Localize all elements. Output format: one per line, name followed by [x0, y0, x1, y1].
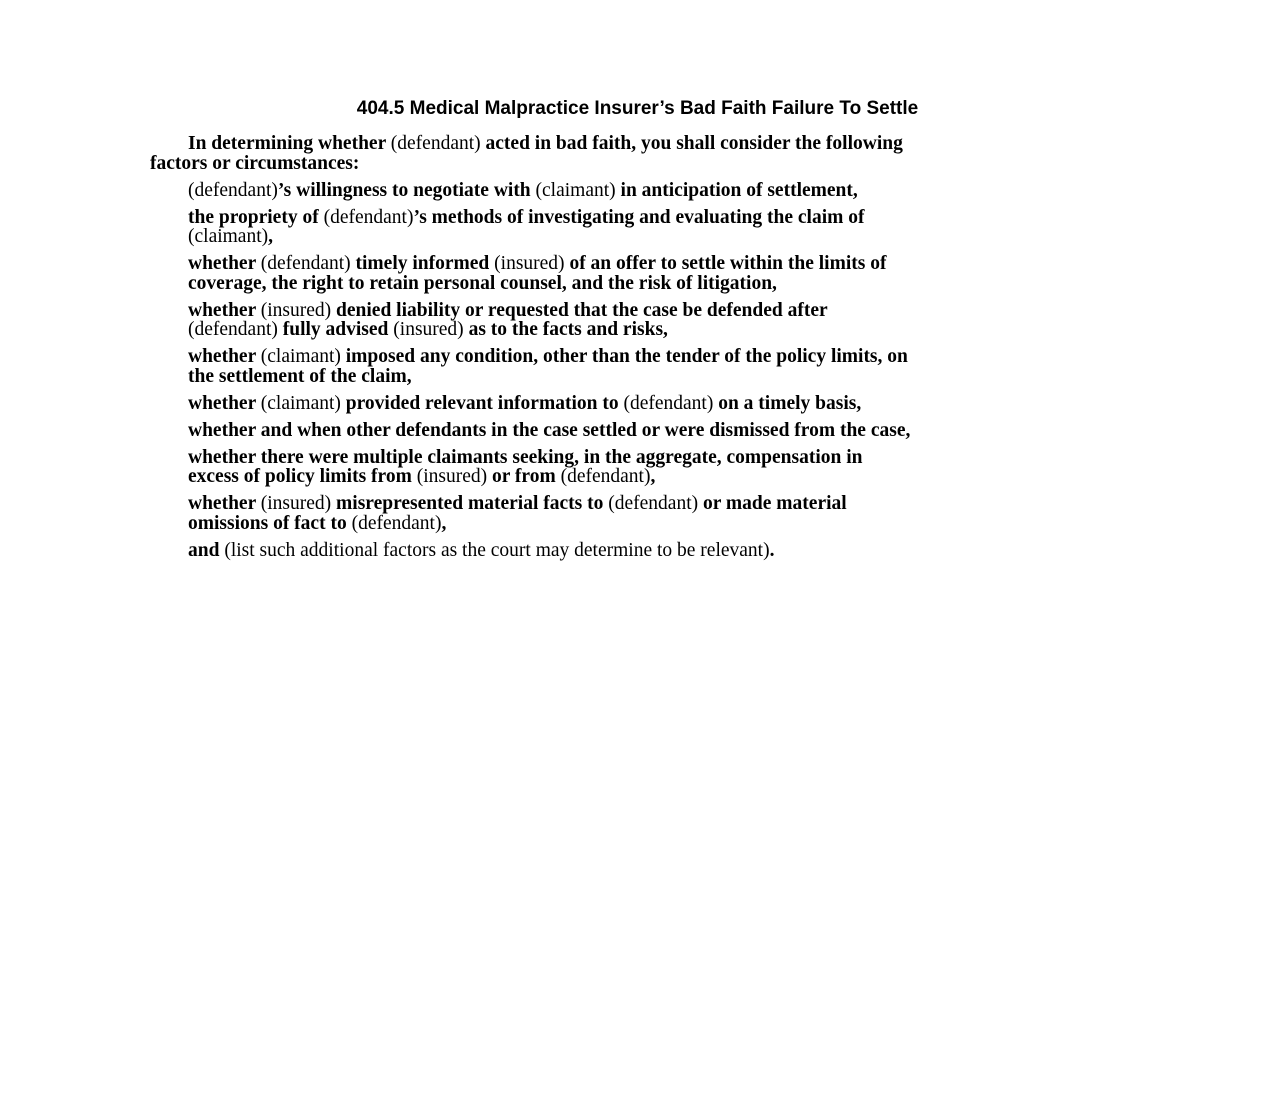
text-line	[188, 421, 1130, 441]
text-line	[188, 208, 1130, 228]
instruction-text: whether there were multiple claimants seeking, in the aggregate, compensation in	[188, 446, 863, 468]
instruction-text: ,	[650, 466, 656, 487]
placeholder-text: (insured)	[494, 253, 565, 274]
placeholder-text: (defendant)	[608, 493, 699, 514]
text-line	[188, 320, 1130, 340]
instruction-text: in anticipation of settlement,	[615, 179, 858, 201]
instruction-text: as to the facts and risks,	[463, 319, 668, 340]
factor-list-item	[188, 208, 1130, 247]
instruction-text: .	[769, 539, 775, 561]
instruction-text: ,	[441, 512, 447, 534]
instruction-text: whether and when other defendants in the case settled or were dismissed from the case,	[188, 419, 911, 441]
instruction-text: whether	[188, 253, 261, 274]
instruction-text: the propriety of	[188, 206, 324, 228]
text-line	[188, 494, 1130, 514]
placeholder-text: (defendant)	[390, 133, 481, 154]
text-line	[188, 347, 1130, 367]
text-line	[188, 227, 1130, 247]
instruction-text: whether	[188, 392, 261, 414]
instruction-text: or from	[487, 466, 561, 487]
placeholder-text: (list such additional factors as the court may determine to be relevant)	[224, 539, 770, 561]
placeholder-text: (defendant)	[188, 179, 278, 201]
placeholder-text: (defendant)	[623, 392, 714, 414]
instruction-text: or made material	[698, 493, 847, 514]
placeholder-text: (defendant)	[188, 319, 278, 340]
text-line	[188, 467, 1130, 487]
factor-list-item	[188, 394, 1130, 414]
instruction-text: In determining whether	[188, 133, 391, 154]
instruction-text: of an offer to settle within the limits of	[564, 253, 887, 274]
instruction-text: omissions of fact to	[188, 512, 352, 534]
factor-list-item	[188, 448, 1130, 487]
placeholder-text: (claimant)	[260, 346, 341, 367]
instruction-text: whether	[188, 299, 261, 321]
instruction-text: and	[188, 539, 225, 561]
instruction-text: the settlement of the claim,	[188, 365, 412, 387]
placeholder-text: (defendant)	[351, 512, 442, 534]
instruction-text: acted in bad faith, you shall consider the following	[480, 133, 903, 154]
factor-list-item	[188, 541, 1130, 561]
instruction-text: fully advised	[277, 319, 394, 340]
text-line	[188, 514, 1130, 534]
instruction-body	[150, 134, 1130, 568]
intro-paragraph	[150, 134, 1130, 173]
instruction-text: factors or circumstances:	[150, 152, 360, 174]
instruction-text: misrepresented material facts to	[331, 493, 609, 514]
text-line	[188, 274, 1130, 294]
factor-list-item	[188, 301, 1130, 340]
factor-list-item	[188, 347, 1130, 386]
factor-list-item	[188, 181, 1130, 201]
instruction-text: denied liability or requested that the case be defended after	[331, 299, 828, 321]
text-line	[188, 301, 1130, 321]
instruction-text: whether	[188, 493, 261, 514]
instruction-text: ’s willingness to negotiate with	[277, 179, 536, 201]
placeholder-text: (insured)	[393, 319, 464, 340]
placeholder-text: (insured)	[416, 466, 488, 487]
text-line	[188, 448, 1130, 468]
instruction-text: coverage, the right to retain personal counsel, and the risk of litigation,	[188, 272, 777, 294]
instruction-text: ,	[268, 226, 273, 247]
text-line	[188, 367, 1130, 387]
placeholder-text: (defendant)	[560, 466, 651, 487]
factor-list-item	[188, 421, 1130, 441]
instruction-text: whether	[188, 346, 261, 367]
instruction-text: ’s methods of investigating and evaluating the claim of	[413, 206, 865, 228]
document-title: 404.5 Medical Malpractice Insurer’s Bad Faith Failure To Settle	[356, 98, 919, 119]
placeholder-text: (insured)	[260, 299, 332, 321]
placeholder-text: (claimant)	[260, 392, 341, 414]
instruction-text: on a timely basis,	[713, 392, 862, 414]
factor-list-item	[188, 254, 1130, 293]
instruction-text: timely informed	[350, 253, 495, 274]
text-line	[188, 254, 1130, 274]
text-line	[188, 394, 1130, 414]
instruction-text: provided relevant information to	[340, 392, 624, 414]
text-line	[150, 134, 1130, 154]
instruction-text: excess of policy limits from	[188, 466, 417, 487]
text-line	[188, 181, 1130, 201]
text-line	[188, 541, 1130, 561]
placeholder-text: (insured)	[260, 493, 332, 514]
text-line	[150, 154, 1130, 174]
placeholder-text: (claimant)	[535, 179, 616, 201]
placeholder-text: (defendant)	[323, 206, 414, 228]
instruction-text: imposed any condition, other than the tender of the policy limits, on	[340, 346, 908, 367]
factor-list-item	[188, 494, 1130, 533]
placeholder-text: (claimant)	[188, 226, 269, 247]
placeholder-text: (defendant)	[260, 253, 351, 274]
